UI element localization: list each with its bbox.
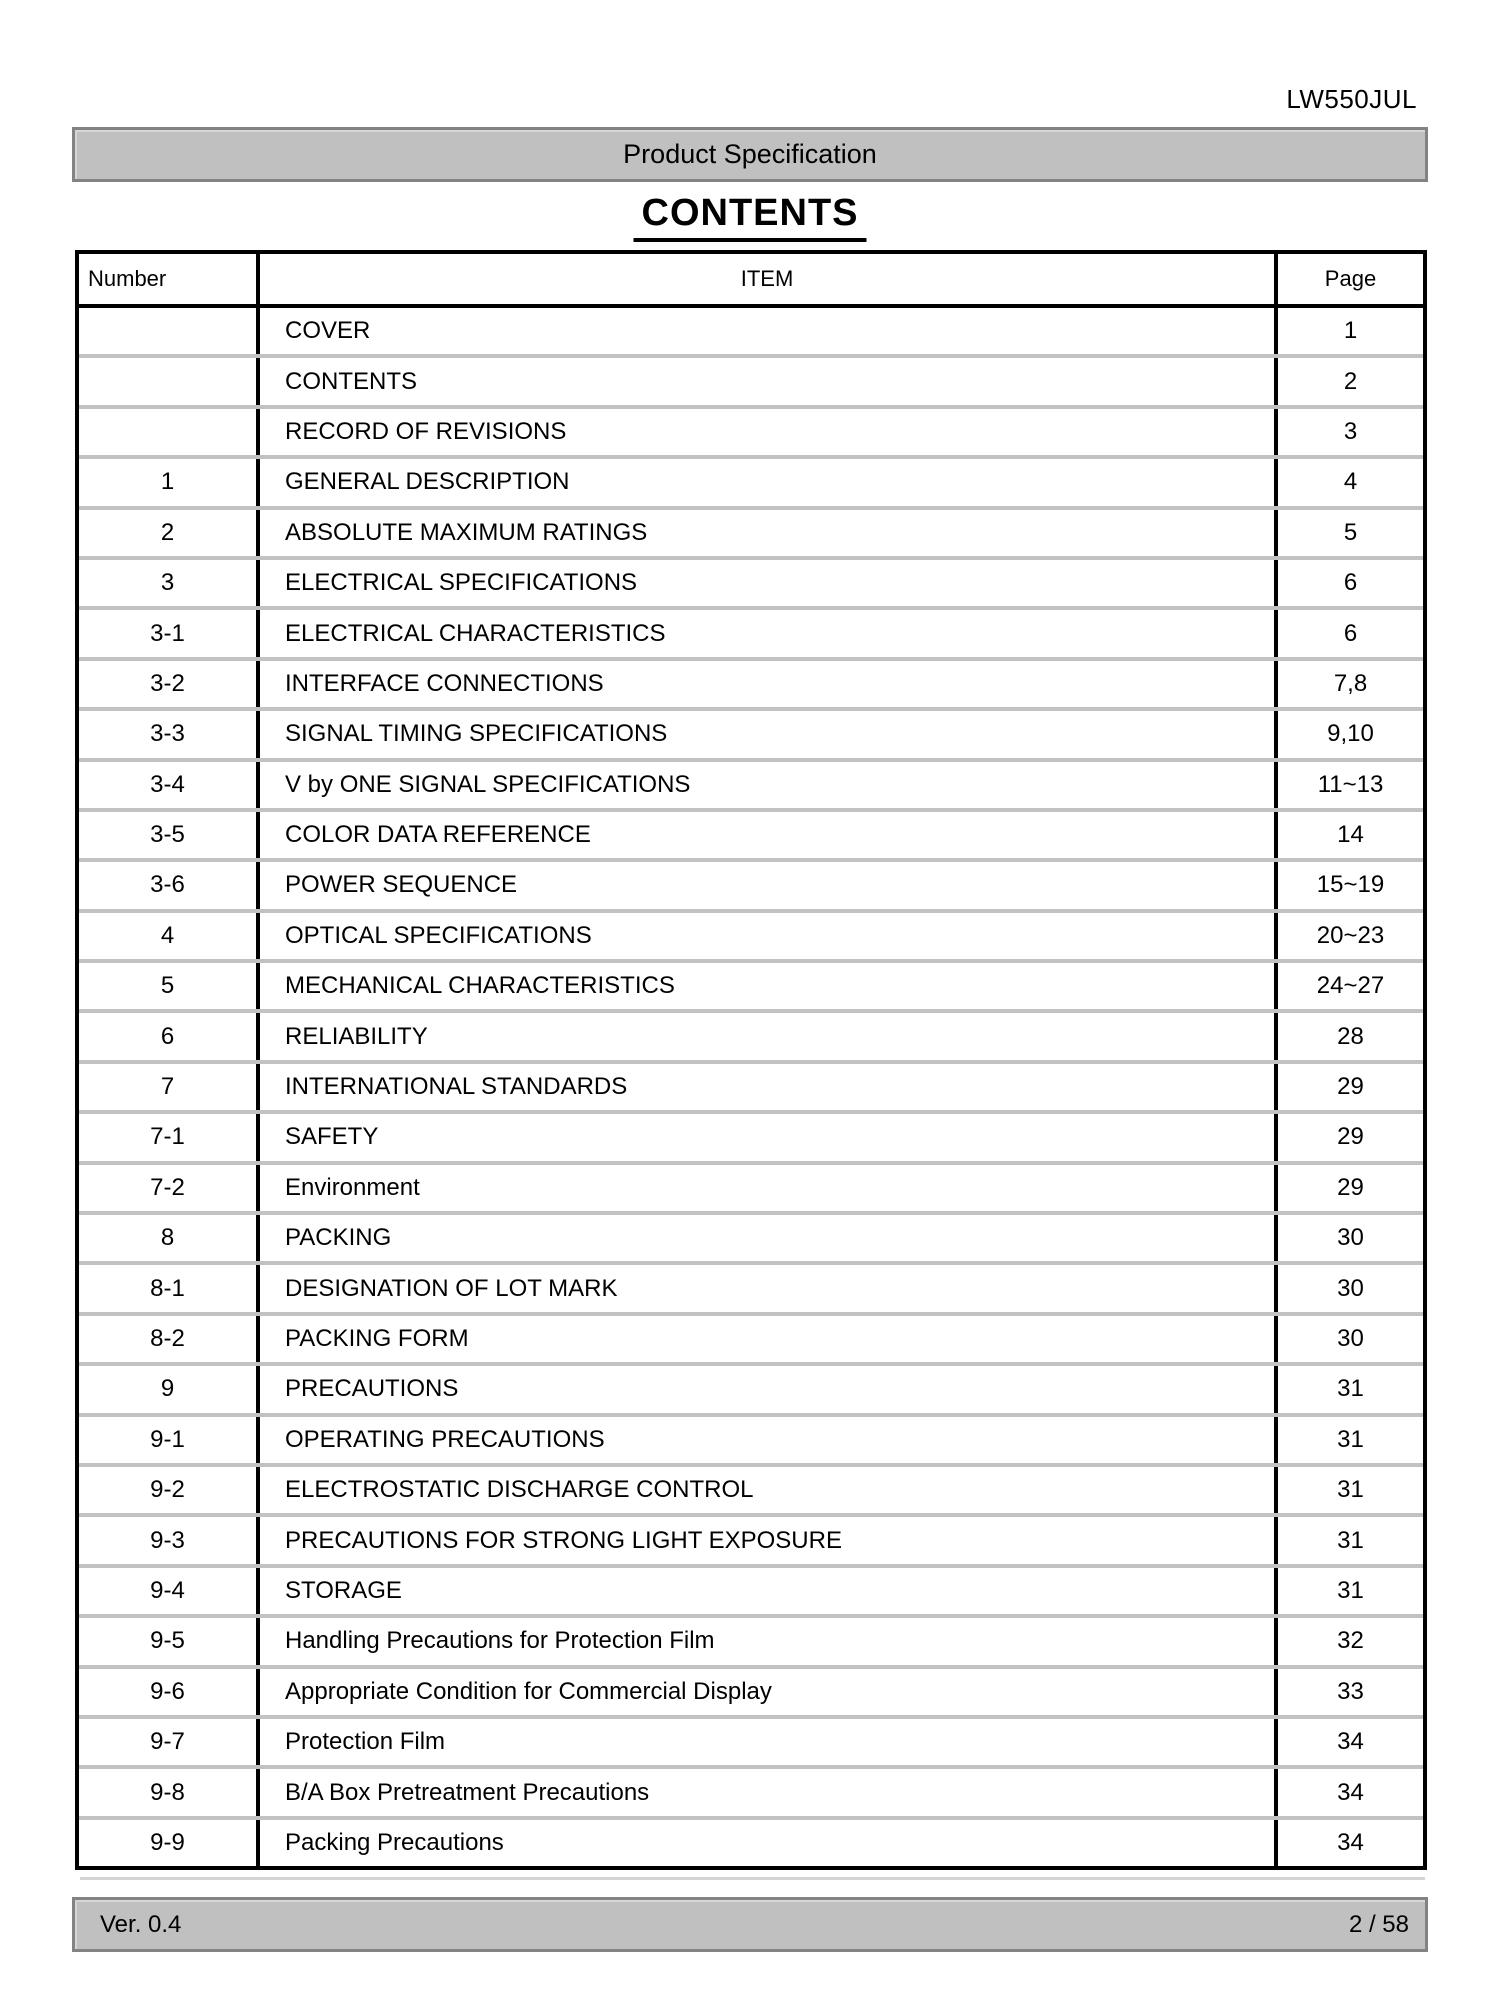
table-row [79, 1265, 1423, 1315]
row-number [79, 308, 260, 354]
contents-title: CONTENTS [634, 192, 867, 242]
row-number: 9-9 [79, 1820, 260, 1866]
table-row [79, 1669, 1423, 1719]
spec-header-title: Product Specification [623, 139, 877, 169]
table-row [79, 459, 1423, 509]
table-row [79, 963, 1423, 1013]
footer-bar [72, 1897, 1428, 1952]
row-page: 29 [1337, 1073, 1364, 1101]
row-page: 29 [1337, 1173, 1364, 1201]
table-row [79, 1114, 1423, 1164]
row-page: 34 [1337, 1728, 1364, 1756]
table-row [79, 1165, 1423, 1215]
row-number: 6 [79, 1013, 260, 1059]
table-row [79, 409, 1423, 459]
row-number: 9-8 [79, 1769, 260, 1815]
row-number: 4 [79, 913, 260, 959]
table-row [79, 1064, 1423, 1114]
table-row [79, 610, 1423, 660]
row-item: ELECTRICAL CHARACTERISTICS [260, 610, 1278, 656]
table-row [79, 1467, 1423, 1517]
row-page: 5 [1343, 518, 1358, 546]
row-item: ELECTROSTATIC DISCHARGE CONTROL [260, 1467, 1278, 1513]
row-number: 5 [79, 963, 260, 1009]
row-item: ELECTRICAL SPECIFICATIONS [260, 560, 1278, 606]
row-number: 3-1 [79, 610, 260, 656]
row-number: 9-7 [79, 1719, 260, 1765]
row-number: 9-4 [79, 1568, 260, 1614]
row-page: 15~19 [1316, 871, 1385, 899]
row-number: 7-2 [79, 1165, 260, 1211]
row-item: MECHANICAL CHARACTERISTICS [260, 963, 1278, 1009]
toc-header-row [79, 254, 1423, 308]
spec-header-bar [72, 127, 1428, 182]
row-item: PRECAUTIONS FOR STRONG LIGHT EXPOSURE [260, 1517, 1278, 1563]
row-number: 9-6 [79, 1669, 260, 1715]
row-item: Appropriate Condition for Commercial Display [260, 1669, 1278, 1715]
row-page: 24~27 [1316, 972, 1385, 1000]
table-row [79, 308, 1423, 358]
row-page: 31 [1337, 1375, 1364, 1403]
row-number [79, 358, 260, 404]
row-item: COVER [260, 308, 1278, 354]
row-number: 2 [79, 510, 260, 556]
table-row [79, 1517, 1423, 1567]
row-item: OPERATING PRECAUTIONS [260, 1417, 1278, 1463]
row-page: 28 [1337, 1022, 1364, 1050]
toc-table [75, 250, 1427, 1870]
row-item: INTERNATIONAL STANDARDS [260, 1064, 1278, 1110]
table-row [79, 812, 1423, 862]
model-number: LW550JUL [1286, 84, 1417, 114]
table-row [79, 661, 1423, 711]
col-header-page: Page [1324, 266, 1377, 291]
row-item: B/A Box Pretreatment Precautions [260, 1769, 1278, 1815]
table-row [79, 1417, 1423, 1467]
row-page: 7,8 [1333, 669, 1368, 697]
row-item: PACKING [260, 1215, 1278, 1261]
row-page: 2 [1343, 367, 1358, 395]
table-row [79, 1316, 1423, 1366]
row-page: 34 [1337, 1828, 1364, 1856]
row-item: Environment [260, 1165, 1278, 1211]
row-item: CONTENTS [260, 358, 1278, 404]
row-page: 31 [1337, 1576, 1364, 1604]
row-number: 3-4 [79, 762, 260, 808]
row-number: 9-1 [79, 1417, 260, 1463]
row-number: 3 [79, 560, 260, 606]
row-item: ABSOLUTE MAXIMUM RATINGS [260, 510, 1278, 556]
table-row [79, 1618, 1423, 1668]
table-row [79, 762, 1423, 812]
row-number: 1 [79, 459, 260, 505]
row-item: Protection Film [260, 1719, 1278, 1765]
row-page: 31 [1337, 1425, 1364, 1453]
row-page: 31 [1337, 1526, 1364, 1554]
footer-version: Ver. 0.4 [100, 1910, 182, 1938]
row-number: 9 [79, 1366, 260, 1412]
row-page: 34 [1337, 1778, 1364, 1806]
row-number: 3-2 [79, 661, 260, 707]
row-page: 1 [1343, 317, 1358, 345]
col-header-number: Number [79, 254, 260, 304]
row-item: PACKING FORM [260, 1316, 1278, 1362]
row-item: SAFETY [260, 1114, 1278, 1160]
row-page: 30 [1337, 1224, 1364, 1252]
row-item: INTERFACE CONNECTIONS [260, 661, 1278, 707]
table-row [79, 862, 1423, 912]
row-number: 9-3 [79, 1517, 260, 1563]
row-item: V by ONE SIGNAL SPECIFICATIONS [260, 762, 1278, 808]
row-page: 6 [1343, 619, 1358, 647]
row-number: 3-5 [79, 812, 260, 858]
row-number: 3-3 [79, 711, 260, 757]
row-number: 9-5 [79, 1618, 260, 1664]
row-item: POWER SEQUENCE [260, 862, 1278, 908]
row-number: 8-2 [79, 1316, 260, 1362]
table-shadow-line [80, 1877, 1425, 1880]
row-number: 7 [79, 1064, 260, 1110]
row-item: RELIABILITY [260, 1013, 1278, 1059]
row-item: DESIGNATION OF LOT MARK [260, 1265, 1278, 1311]
row-page: 30 [1337, 1325, 1364, 1352]
row-number: 9-2 [79, 1467, 260, 1513]
footer-page-indicator: 2 / 58 [1348, 1910, 1409, 1938]
row-page: 9,10 [1327, 720, 1374, 748]
row-item: COLOR DATA REFERENCE [260, 812, 1278, 858]
row-page: 20~23 [1316, 921, 1385, 949]
table-row [79, 560, 1423, 610]
table-row [79, 711, 1423, 761]
row-item: GENERAL DESCRIPTION [260, 459, 1278, 505]
row-item: RECORD OF REVISIONS [260, 409, 1278, 455]
row-item: Packing Precautions [260, 1820, 1278, 1866]
row-number: 3-6 [79, 862, 260, 908]
row-page: 4 [1343, 468, 1358, 496]
col-header-item: ITEM [260, 254, 1278, 304]
row-item: STORAGE [260, 1568, 1278, 1614]
row-page: 29 [1337, 1123, 1364, 1151]
table-row [79, 1568, 1423, 1618]
row-page: 32 [1337, 1627, 1364, 1655]
row-page: 11~13 [1317, 770, 1384, 798]
table-row [79, 913, 1423, 963]
table-row [79, 510, 1423, 560]
row-number: 7-1 [79, 1114, 260, 1160]
row-item: PRECAUTIONS [260, 1366, 1278, 1412]
row-page: 3 [1343, 417, 1358, 445]
table-row [79, 1769, 1423, 1819]
row-page: 6 [1343, 569, 1358, 597]
row-page: 33 [1337, 1677, 1364, 1705]
row-number [79, 409, 260, 455]
table-row [79, 1719, 1423, 1769]
table-row [79, 1366, 1423, 1416]
row-item: OPTICAL SPECIFICATIONS [260, 913, 1278, 959]
table-row [79, 358, 1423, 408]
row-item: SIGNAL TIMING SPECIFICATIONS [260, 711, 1278, 757]
table-row [79, 1013, 1423, 1063]
row-page: 14 [1337, 821, 1364, 849]
table-row [79, 1820, 1423, 1866]
table-row [79, 1215, 1423, 1265]
row-item: Handling Precautions for Protection Film [260, 1618, 1278, 1664]
row-page: 30 [1337, 1274, 1364, 1302]
row-page: 31 [1337, 1476, 1364, 1504]
row-number: 8 [79, 1215, 260, 1261]
row-number: 8-1 [79, 1265, 260, 1311]
